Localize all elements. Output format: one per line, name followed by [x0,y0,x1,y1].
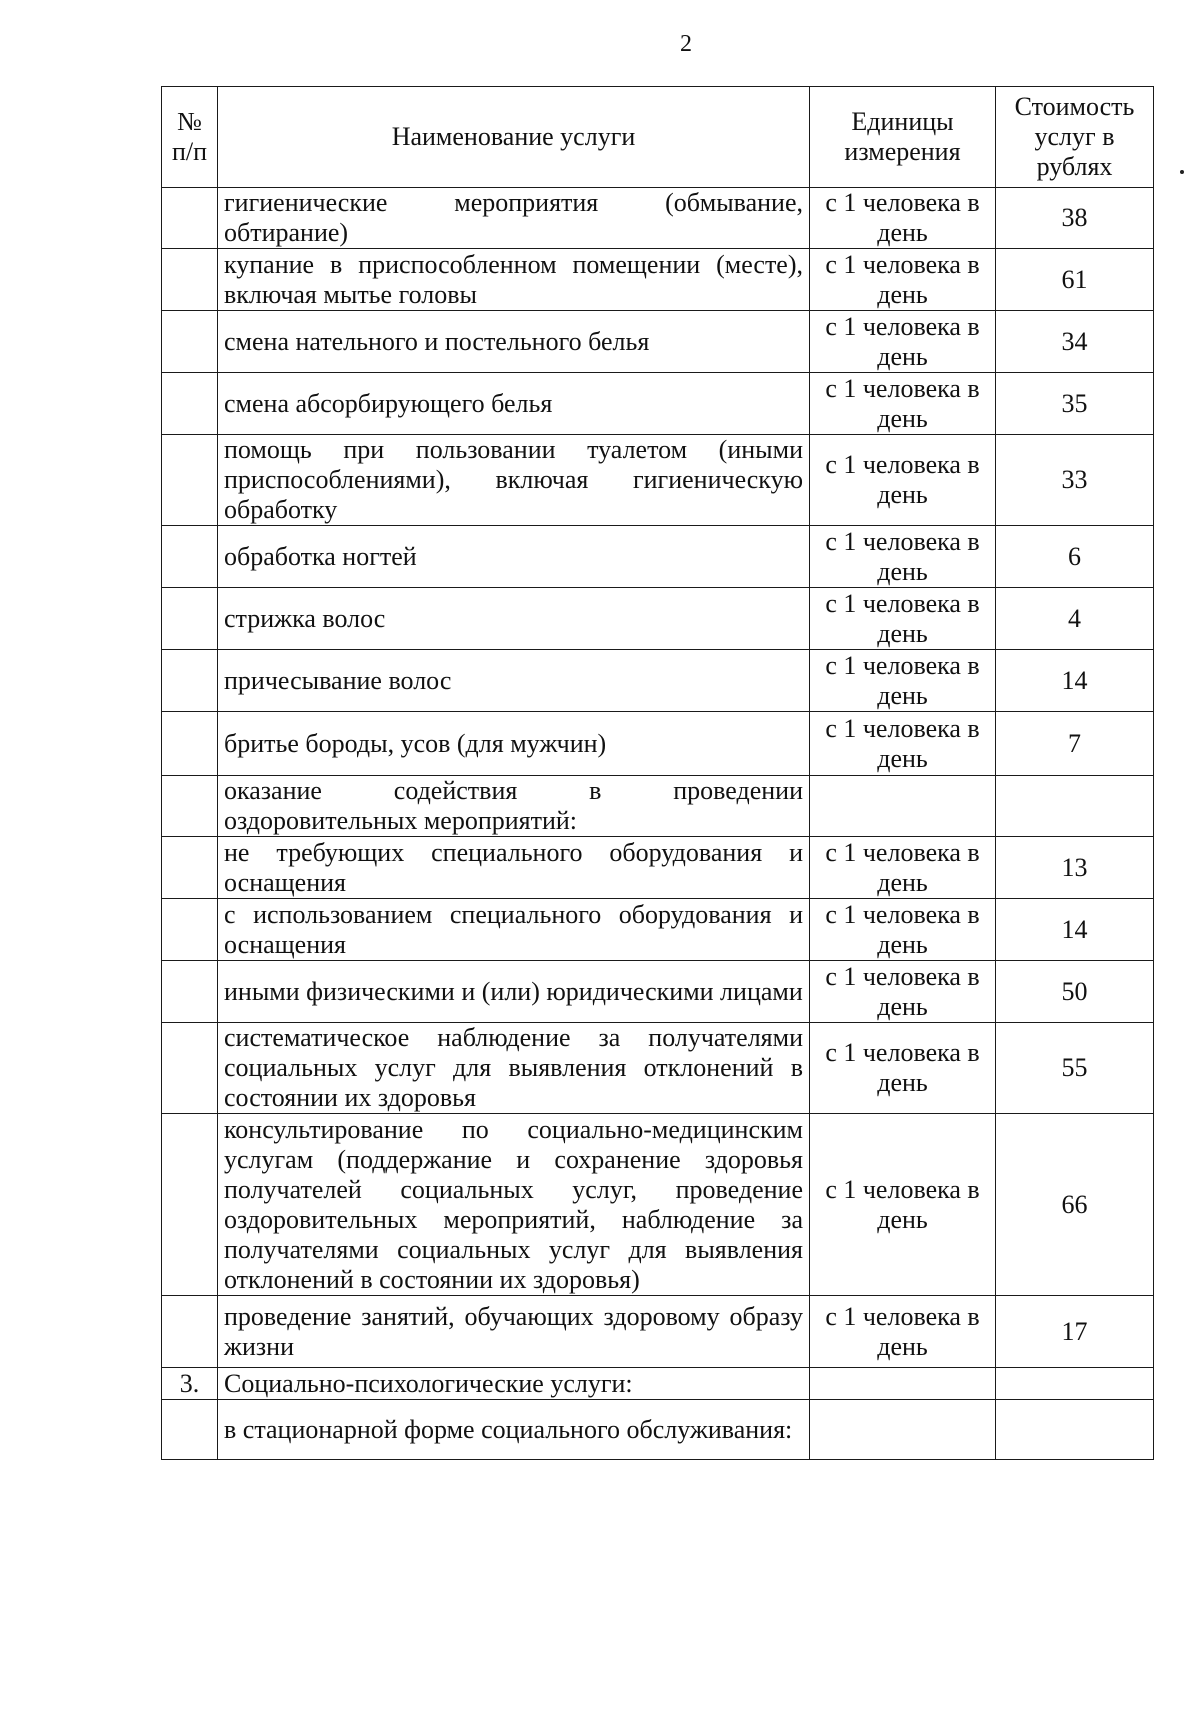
service-name-cell: купание в приспособленном помещении (месте), включая мытье головы [218,249,810,311]
cost-cell: 55 [996,1023,1154,1114]
unit-cell: с 1 человека в день [810,1296,996,1368]
row-number-cell [162,249,218,311]
cost-cell: 35 [996,373,1154,435]
unit-cell: с 1 человека в день [810,1023,996,1114]
row-number-cell [162,435,218,526]
cost-cell [996,776,1154,837]
table-row [162,961,1154,1023]
table-body [162,188,1154,1460]
table-row [162,650,1154,712]
unit-cell: с 1 человека в день [810,588,996,650]
table-header [162,87,1154,188]
service-name-cell: обработка ногтей [218,526,810,588]
table-row [162,837,1154,899]
service-name-cell: проведение занятий, обучающих здоровому образу жизни [218,1296,810,1368]
row-number-cell [162,1023,218,1114]
row-number-cell [162,588,218,650]
cost-cell: 14 [996,650,1154,712]
service-name-cell: причесывание волос [218,650,810,712]
service-name-cell: Социально-психологические услуги: [218,1368,810,1400]
cost-cell: 50 [996,961,1154,1023]
service-name-cell: смена нательного и постельного белья [218,311,810,373]
service-name-cell: консультирование по социально-медицинским услугам (поддержание и сохранение здоровья получателей социальных услуг, проведение оздоровительных мероприятий, наблюдение за получателями социальных услуг для выявления отклонений в состоянии их здоровья) [218,1114,810,1296]
unit-cell: с 1 человека в день [810,249,996,311]
row-number-cell [162,899,218,961]
unit-cell: с 1 человека в день [810,1114,996,1296]
cost-cell: 33 [996,435,1154,526]
unit-cell: с 1 человека в день [810,373,996,435]
row-number-cell [162,837,218,899]
cost-cell: 66 [996,1114,1154,1296]
service-name-cell: стрижка волос [218,588,810,650]
unit-cell: с 1 человека в день [810,435,996,526]
row-number-cell [162,1296,218,1368]
service-name-cell: смена абсорбирующего белья [218,373,810,435]
table-row [162,1023,1154,1114]
row-number-cell [162,776,218,837]
table-row [162,435,1154,526]
unit-cell: с 1 человека в день [810,188,996,249]
header-num: № п/п [162,87,218,188]
service-name-cell: бритье бороды, усов (для мужчин) [218,712,810,776]
unit-cell: с 1 человека в день [810,526,996,588]
service-name-cell: помощь при пользовании туалетом (иными приспособлениями), включая гигиеническую обработку [218,435,810,526]
row-number-cell [162,311,218,373]
table-row [162,1400,1154,1460]
cost-cell: 17 [996,1296,1154,1368]
header-row [162,87,1154,188]
cost-cell: 38 [996,188,1154,249]
row-number-cell [162,1114,218,1296]
row-number-cell [162,1400,218,1460]
service-name-cell: не требующих специального оборудования и оснащения [218,837,810,899]
unit-cell [810,776,996,837]
unit-cell: с 1 человека в день [810,837,996,899]
header-unit: Единицы измерения [810,87,996,188]
cost-cell: 34 [996,311,1154,373]
scan-artifact-dot [1180,170,1184,174]
table-row [162,712,1154,776]
service-name-cell: с использованием специального оборудования и оснащения [218,899,810,961]
row-number-cell [162,188,218,249]
row-number-cell [162,650,218,712]
table-row [162,1368,1154,1400]
service-name-cell: гигиенические мероприятия (обмывание, обтирание) [218,188,810,249]
service-name-cell: оказание содействия в проведении оздоровительных мероприятий: [218,776,810,837]
unit-cell: с 1 человека в день [810,899,996,961]
cost-cell: 6 [996,526,1154,588]
cost-cell: 4 [996,588,1154,650]
unit-cell: с 1 человека в день [810,961,996,1023]
row-number-cell [162,961,218,1023]
table-row [162,188,1154,249]
table-row [162,311,1154,373]
table-row [162,588,1154,650]
unit-cell: с 1 человека в день [810,712,996,776]
row-number-cell: 3. [162,1368,218,1400]
table-row [162,373,1154,435]
cost-cell: 13 [996,837,1154,899]
unit-cell [810,1368,996,1400]
cost-cell: 61 [996,249,1154,311]
service-name-cell: систематическое наблюдение за получателями социальных услуг для выявления отклонений в состоянии их здоровья [218,1023,810,1114]
header-name: Наименование услуги [218,87,810,188]
table-row [162,1296,1154,1368]
unit-cell: с 1 человека в день [810,311,996,373]
cost-cell: 7 [996,712,1154,776]
row-number-cell [162,712,218,776]
cost-cell [996,1368,1154,1400]
unit-cell: с 1 человека в день [810,650,996,712]
cost-cell [996,1400,1154,1460]
service-name-cell: в стационарной форме социального обслуживания: [218,1400,810,1460]
table-row [162,899,1154,961]
row-number-cell [162,373,218,435]
page-number: 2 [680,31,692,57]
header-cost: Стоимость услуг в рублях [996,87,1154,188]
cost-cell: 14 [996,899,1154,961]
table-row [162,249,1154,311]
table-row [162,776,1154,837]
services-price-table [161,86,1154,1460]
row-number-cell [162,526,218,588]
table-row [162,526,1154,588]
unit-cell [810,1400,996,1460]
service-name-cell: иными физическими и (или) юридическими лицами [218,961,810,1023]
table-row [162,1114,1154,1296]
